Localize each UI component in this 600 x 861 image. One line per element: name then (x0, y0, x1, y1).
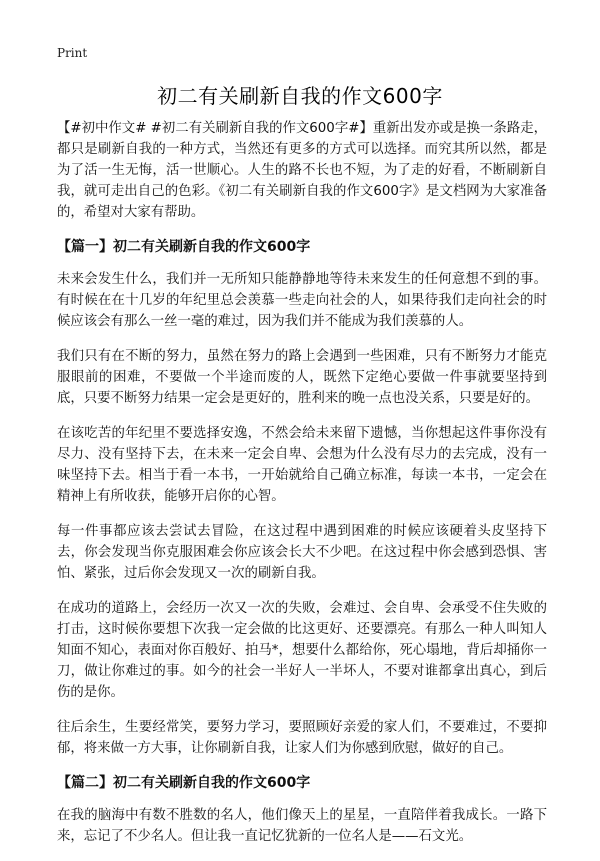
document-title: 初二有关刷新自我的作文600字 (157, 84, 443, 108)
section-1-paragraph-4: 每一件事都应该去尝试去冒险，在这过程中遇到困难的时候应该硬着头皮坚持下去，你会发现当你克服困难会你应该会长大不少吧。在这过程中你会感到恐惧、害怕、紧张，过后你会发现又一次的刷新自我。 (57, 524, 547, 581)
section-1-paragraph-2: 我们只有在不断的努力，虽然在努力的路上会遇到一些困难，只有不断努力才能克服眼前的困难，不要做一个半途而废的人，既然下定绝心要做一件事就要坚持到底，只要不断努力结果一定会是更好的，胜利来的晚一点也没关系，只要是好的。 (57, 349, 547, 406)
section-2-paragraph-1: 在我的脑海中有数不胜数的名人，他们像天上的星星，一直陪伴着我成长。一路下来，忘记了不少名人。但让我一直记忆犹新的一位名人是——石文光。 (57, 808, 547, 844)
section-1-paragraph-1: 未来会发生什么，我们并一无所知只能静静地等待未来发生的任何意想不到的事。有时候在在十几岁的年纪里总会羡慕一些走向社会的人，如果待我们走向社会的时候应该会有那么一丝一毫的难过，因为我们并不能成为我们羡慕的人。 (57, 272, 547, 329)
section-1-paragraph-3: 在该吃苦的年纪里不要选择安逸，不然会给未来留下遗憾，当你想起这件事你没有尽力、没有坚持下去，在未来一定会自卑、会想为什么没有尽力的去完成，没有一味坚持下去。相当于看一本书，一开始就给自己确立标准，每读一本书，一定会在精神上有所收获，能够开启你的心智。 (57, 426, 547, 504)
section-heading-1: 【篇一】初二有关刷新自我的作文600字 (57, 239, 311, 255)
section-1-paragraph-5: 在成功的道路上，会经历一次又一次的失败，会难过、会自卑、会承受不住失败的打击，这时候你要想下次我一定会做的比这更好、还要漂亮。有那么一种人叫知人知面不知心，表面对你百般好、拍马*，想要什么都给你，死心塌地，背后却捅你一刀，做让你难过的事。如今的社会一半好人一半坏人，不要对谁都拿出真心，到后伤的是你。 (57, 601, 547, 700)
section-1-paragraph-6: 往后余生，生要经常笑，要努力学习，要照顾好亲爱的家人们，不要难过，不要抑郁，将来做一方大事，让你刷新自我，让家人们为你感到欣慰，做好的自己。 (57, 720, 547, 756)
section-heading-2: 【篇二】初二有关刷新自我的作文600字 (57, 775, 311, 791)
print-label[interactable]: Print (57, 46, 88, 60)
document-body (57, 118, 547, 861)
intro-paragraph: 【#初中作文# #初二有关刷新自我的作文600字#】重新出发亦或是换一条路走，都只是刷新自我的一种方式，当然还有更多的方式可以选择。而究其所以然，都是为了活一生无悔，活一世顺心。人生的路不长也不短，为了走的好看，不断刷新自我，就可走出自己的色彩。《初二有关刷新自我的作文600字》是文档网为大家准备的，希望对大家有帮助。 (57, 121, 547, 220)
